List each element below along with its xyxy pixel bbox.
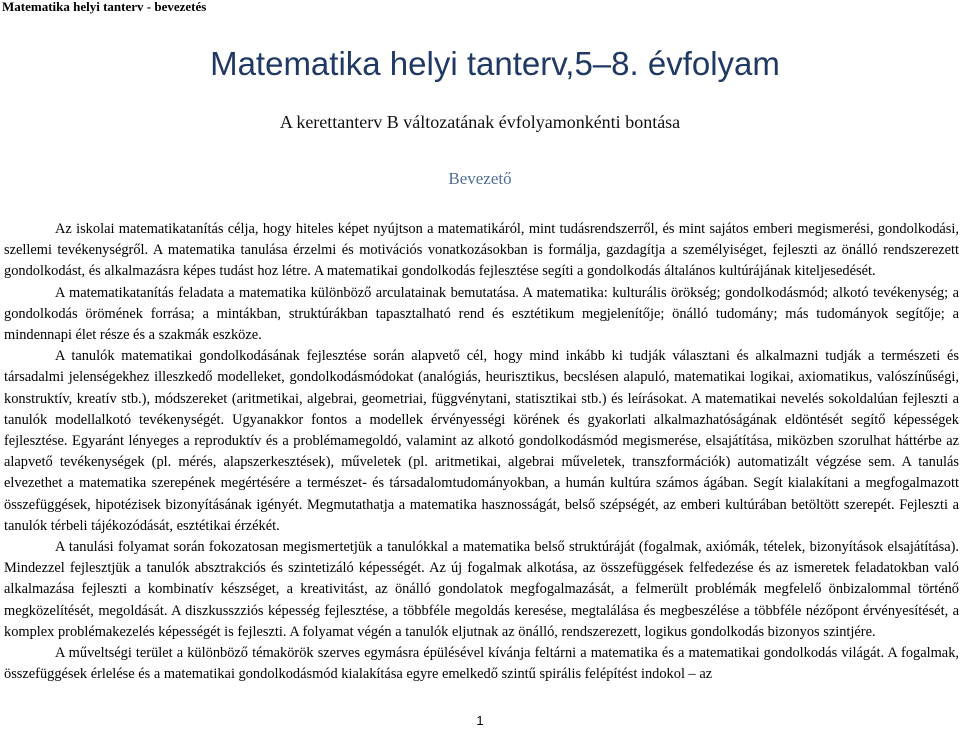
running-header: Matematika helyi tanterv - bevezetés: [2, 0, 207, 14]
paragraph: Az iskolai matematikatanítás célja, hogy hiteles képet nyújtson a matematikáról, mint tudásrendszerről, és mint sajátos emberi megismerési, gondolkodási, szellemi tevékenységről. A matematika tanulása érzelmi és motivációs vonatkozásokban is formálja, gazdagítja a személyiséget, fejleszti az önálló rendszerezett gondolkodást, és alkalmazásra képes tudást hoz létre. A matematikai gondolkodás fejlesztése segíti a gondolkodás általános kultúrájának kiteljesedését.: [4, 221, 959, 280]
document-subtitle: A kerettanterv B változatának évfolyamonkénti bontása: [279, 112, 681, 132]
body-text: [4, 219, 959, 685]
document-title: Matematika helyi tanterv,5–8. évfolyam: [210, 45, 780, 82]
page-number: 1: [476, 713, 484, 728]
paragraph: A matematikatanítás feladata a matematika különböző arculatainak bemutatása. A matematika: kulturális örökség; gondolkodásmód; alkotó tevékenység; a gondolkodás örömének forrása; a mintákban, struktúrákban tapasztalható rend és esztétikum megjelenítője; önálló tudomány; más tudományok segítője; a mindennapi élet része és a szakmák eszköze.: [4, 284, 959, 344]
paragraph: A tanulási folyamat során fokozatosan megismertetjük a tanulókkal a matematika belső struktúráját (fogalmak, axiómák, tételek, bizonyítások elsajátítása). Mindezzel fejlesztjük a tanulók absztrakciós és szintetizáló képességét. Az új fogalmak alkotása, az összefüggések felfedezése és az ismeretek feladatokban való alkalmazása fejleszti a kombinatív készséget, a kreativitást, az önálló gondolatok megfogalmazását, a felmerült problémák megfelelő önbizalommal történő megközelítését, megoldását. A diszkusszziós képesség fejlesztése, a többféle megoldás keresése, megtalálása és megbeszélése a többféle nézőpont érvényesítését, a komplex problémakezelés képességét is fejleszti. A folyamat végén a tanulók eljutnak az önálló, rendszerezett, logikus gondolkodás bizonyos szintjére.: [4, 539, 959, 640]
section-title: Bevezető: [448, 169, 512, 188]
paragraph: A műveltségi terület a különböző témakörök szerves egymásra épülésével kívánja feltárni a matematika és a matematikai gondolkodás világát. A fogalmak, összefüggések érlelése és a matematikai gondolkodásmód kialakítása egyre emelkedő szintű spirális felépítést indokol – az: [4, 645, 959, 683]
paragraph: A tanulók matematikai gondolkodásának fejlesztése során alapvető cél, hogy mind inkább ki tudják választani és alkalmazni tudják a természeti és társadalmi jelenségekhez illeszkedő modelleket, gondolkodásmódokat (analógiás, heurisztikus, becslésen alapuló, matematikai logikai, axiomatikus, valószínűségi, konstruktív, kreatív stb.), módszereket (aritmetikai, algebrai, geometriai, függvénytani, statisztikai stb.) és leírásokat. A matematikai nevelés sokoldalúan fejleszti a tanulók modellalkotó tevékenységét. Ugyanakkor fontos a modellek érvényességi körének és gyakorlati alkalmazhatóságának eldöntését segítő képességek fejlesztése. Egyaránt lényeges a reproduktív és a problémamegoldó, valamint az alkotó gondolkodásmód megismerése, elsajátítása, miközben szorulhat háttérbe az alapvető tevékenységek (pl. mérés, alapszerkesztések), műveletek (pl. aritmetikai, algebrai műveletek, transzformációk) automatizált végzése sem. A tanulás elvezethet a matematika szerepének megértésére a természet- és társadalomtudományokban, a humán kultúra számos ágában. Segít kialakítani a megfogalmazott összefüggések, hipotézisek bizonyításának igényét. Megmutathatja a matematika hasznosságát, belső szépségét, az emberi kultúrában betöltött szerepét. Fejleszti a tanulók térbeli tájékozódását, esztétikai érzékét.: [4, 348, 959, 534]
